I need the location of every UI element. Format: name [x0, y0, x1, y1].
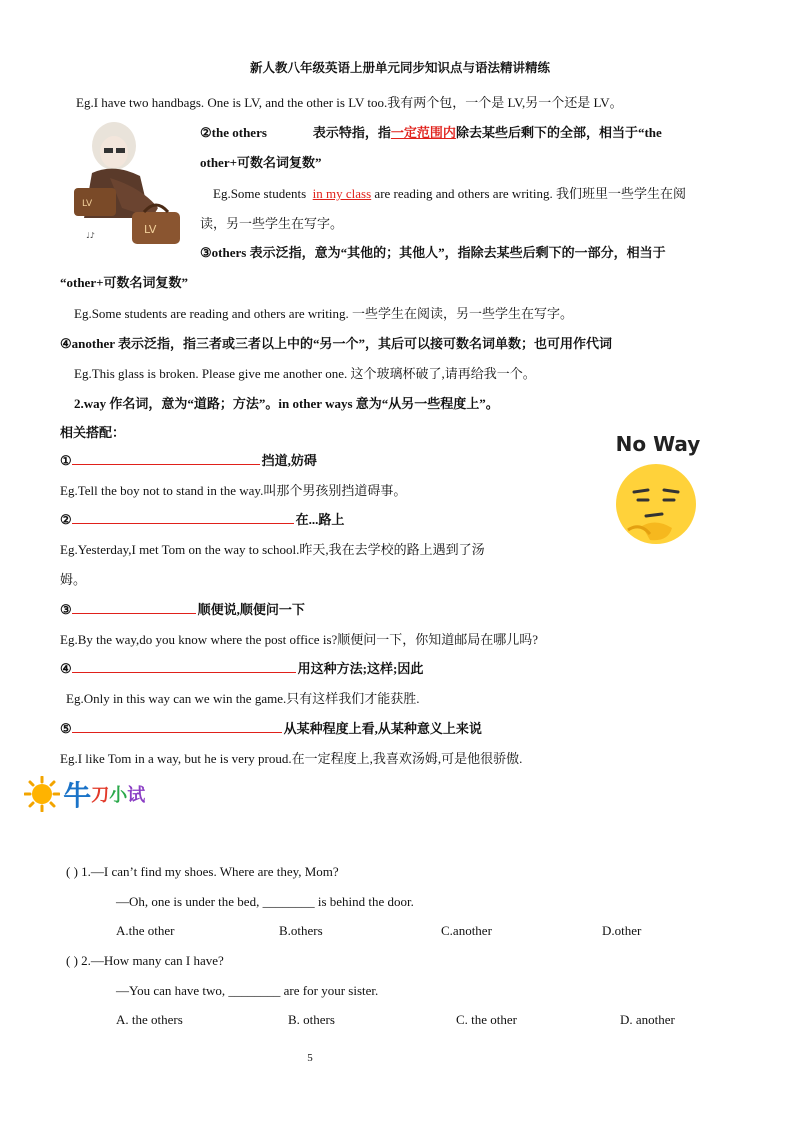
s3-line1: ③others 表示泛指，意为“其他的；其他人”，指除去某些后剩下的一部分，相当于: [200, 245, 666, 260]
svg-text:♩♪: ♩♪: [86, 231, 95, 240]
way-title: 2.way 作名词，意为“道路；方法”。in other ways 意为“从另一些程度上”。: [74, 396, 499, 411]
logo-char-niu: 牛: [63, 779, 92, 812]
s4-example: Eg.This glass is broken. Please give me another one. 这个玻璃杯破了,请再给我一个。: [74, 366, 536, 381]
lady-with-lv-bags-illustration: [62, 118, 194, 253]
s2-line2: other+可数名词复数”: [200, 155, 322, 170]
q2-line2: —You can have two, ________ are for your sister.: [116, 983, 379, 998]
way-item-4: ④ 用这种方法;这样;因此: [60, 661, 424, 676]
answer-blank: [72, 452, 260, 465]
way-item-1-example: Eg.Tell the boy not to stand in the way.叫那个男孩别挡道碍事。: [60, 483, 407, 498]
s2-title: [200, 122, 662, 141]
way-item-4-example: Eg.Only in this way can we win the game.只有这样我们才能获胜.: [66, 691, 420, 706]
answer-blank: [72, 660, 296, 673]
s2-example-line2: 读，另一些学生在写字。: [200, 216, 344, 231]
way-item-3: ③ 顺便说,顺便问一下: [60, 602, 305, 617]
q2-option-b[interactable]: B. others: [288, 1012, 335, 1027]
q1-line2: —Oh, one is under the bed, ________ is behind the door.: [116, 894, 414, 909]
svg-text:LV: LV: [82, 199, 93, 209]
answer-blank: [72, 720, 282, 733]
sun-icon: [24, 776, 60, 812]
s2-eg-red: in my class: [312, 186, 372, 201]
quiz-logo: [24, 774, 145, 814]
way-item-5-example: Eg.I like Tom in a way, but he is very proud.在一定程度上,我喜欢汤姆,可是他很骄傲.: [60, 751, 523, 766]
svg-text:LV: LV: [144, 223, 157, 236]
answer-blank: [72, 601, 196, 614]
q1-option-b[interactable]: B.others: [279, 923, 323, 938]
way-item-5: ⑤ 从某种程度上看,从某种意义上来说: [60, 721, 482, 736]
way-item-2-example: Eg.Yesterday,I met Tom on the way to school.昨天,我在去学校的路上遇到了汤: [60, 542, 485, 557]
q2-option-d[interactable]: D. another: [620, 1012, 675, 1027]
no-way-emoji: [598, 432, 718, 550]
s2-tail: 除去某些后剩下的全部，相当于“the: [455, 125, 662, 140]
q2-option-a[interactable]: A. the others: [116, 1012, 183, 1027]
q1-answer-paren: ( ): [66, 864, 78, 879]
answer-blank: [72, 511, 294, 524]
page-header: 新人教八年级英语上册单元同步知识点与语法精讲精练: [249, 61, 550, 75]
q1-option-c[interactable]: C.another: [441, 923, 492, 938]
s2-head: ②the others: [200, 125, 267, 140]
q2-stem: ( ) 2.—How many can I have?: [66, 953, 224, 968]
s2-example: Eg.Some students in my class are reading and others are writing. 我们班里一些学生在阅: [213, 186, 686, 201]
collocation-label: 相关搭配：: [60, 425, 126, 440]
q2-answer-paren: ( ): [66, 953, 78, 968]
page-number: 5: [307, 1052, 313, 1064]
s3-example: Eg.Some students are reading and others are writing. 一些学生在阅读，另一些学生在写字。: [74, 306, 573, 321]
no-way-text: No Way: [615, 432, 701, 456]
q1-stem: ( ) 1.—I can’t find my shoes. Where are they, Mom?: [66, 864, 339, 879]
s2-red-underline: 一定范围内: [390, 125, 456, 140]
q1-option-d[interactable]: D.other: [602, 923, 642, 938]
q1-option-a[interactable]: A.the other: [116, 923, 175, 938]
thinking-face-icon: [598, 456, 718, 546]
logo-char-dao: 刀: [91, 785, 110, 806]
logo-char-xiao: 小: [109, 785, 128, 806]
logo-char-shi: 试: [127, 785, 146, 806]
way-item-2-example-cont: 姆。: [60, 572, 87, 587]
s4-line1: ④another 表示泛指，指三者或三者以上中的“另一个”，其后可以接可数名词单数；也可用作代词: [60, 336, 612, 351]
s3-line2: “other+可数名词复数”: [60, 275, 189, 290]
way-item-1: ① 挡道,妨碍: [60, 453, 317, 468]
q2-option-c[interactable]: C. the other: [456, 1012, 518, 1027]
example-the-other: Eg.I have two handbags. One is LV, and the other is LV too.我有两个包，一个是 LV,另一个还是 LV。: [76, 95, 623, 110]
s2-mid: 表示特指，指: [312, 125, 391, 140]
way-item-2: ② 在...路上: [60, 512, 345, 527]
way-item-3-example: Eg.By the way,do you know where the post office is?顺便问一下，你知道邮局在哪儿吗?: [60, 632, 539, 647]
